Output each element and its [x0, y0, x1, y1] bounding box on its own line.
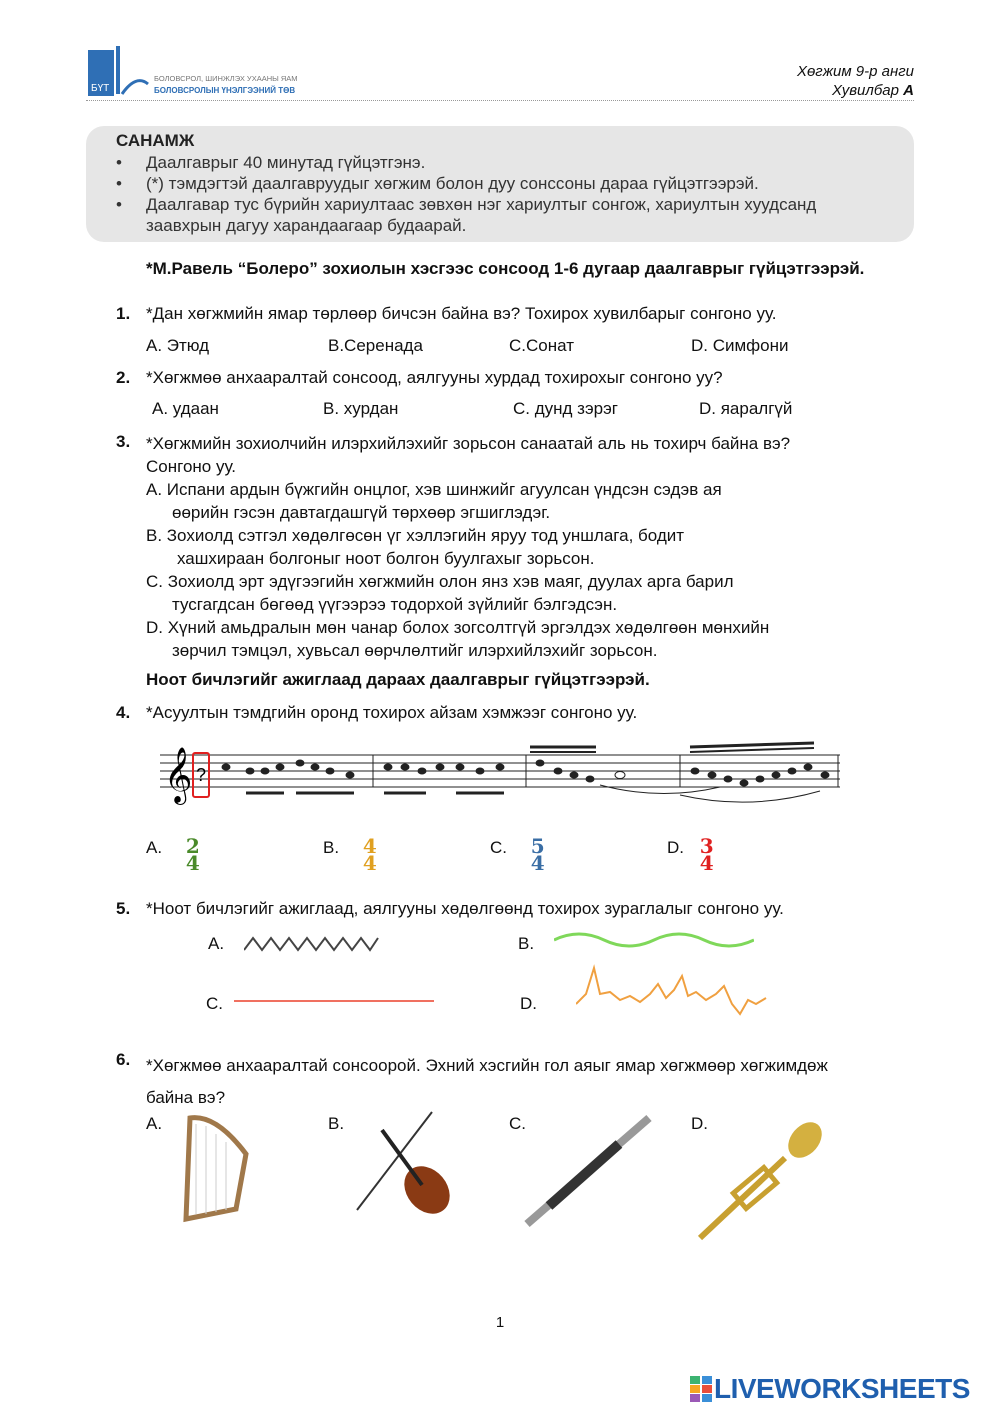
harp-icon — [176, 1114, 256, 1224]
option-c[interactable]: C. Зохиолд эрт эдүгээгийн хөгжмийн олон янз хэв маяг, дуулах арга барил тусгагдсан бөгөөд үүгээрээ тодорхой зүйлийг бэлгэдсэн. — [146, 572, 734, 614]
page-number: 1 — [495, 1314, 505, 1331]
option-b[interactable]: B. — [518, 934, 534, 954]
notice-box — [86, 126, 914, 242]
question-3-text: *Хөгжмийн зохиолчийн илэрхийлэхийг зорьсон санаатай аль нь тохирч байна вэ? Сонгоно уу. — [146, 434, 791, 476]
option-c[interactable]: C. 5 4 — [490, 834, 545, 875]
treble-clef-icon: 𝄞 — [164, 747, 193, 803]
logo-icon — [86, 44, 150, 98]
notice-item: • Даалгаврыг 40 минутад гүйцэтгэнэ. — [116, 152, 884, 173]
header-divider — [86, 100, 914, 101]
question-6-text: *Хөгжмөө анхааралтай сонсоорой. Эхний хэсгийн гол аяыг ямар хөгжмөөр хөгжимдөж байна вэ? — [146, 1056, 828, 1107]
question-4-text: *Асуултын тэмдгийн оронд тохирох айзам хэмжээг сонгоно уу. — [146, 703, 638, 722]
question-number: 1. — [116, 304, 131, 323]
option-b[interactable]: B. Зохиолд сэтгэл хөдөлгөсөн үг хэллэгийн яруу тод уншлага, бодит хашхираан болгоныг ноот болгон буулгахыг зорьсон. — [146, 526, 685, 568]
option-d[interactable]: D. — [520, 994, 537, 1014]
notice-title: САНАМЖ — [116, 131, 195, 150]
option-a[interactable]: А. 2 4 — [146, 834, 200, 875]
option-c[interactable]: C. — [509, 1114, 526, 1134]
music-staff — [160, 735, 840, 805]
time-signature-3-4: 3 4 — [699, 834, 714, 875]
question-number: 5. — [116, 899, 131, 918]
option-d[interactable]: D. — [691, 1114, 708, 1134]
question-number: 3. — [116, 432, 131, 451]
question-number: 4. — [116, 703, 131, 722]
option-c[interactable]: C. дунд зэрэг — [513, 399, 618, 418]
time-signature-4-4: 4 4 — [362, 834, 377, 875]
option-b[interactable]: B. хурдан — [323, 399, 399, 418]
org-line1: БОЛОВСРОЛ, ШИНЖЛЭХ УХААНЫ ЯАМ — [154, 74, 298, 83]
logo — [86, 44, 316, 98]
notice-item: • (*) тэмдэгтэй даалгавруудыг хөгжим болон дуу сонссоны дараа гүйцэтгээрэй. — [116, 173, 884, 194]
option-a[interactable]: А. — [208, 934, 224, 954]
liveworksheets-logo-icon — [690, 1376, 712, 1402]
org-line2: БОЛОВСРОЛЫН ҮНЭЛГЭЭНИЙ ТӨВ — [154, 86, 296, 95]
option-c[interactable]: C.Сонат — [509, 336, 574, 355]
question-mark: ? — [196, 765, 207, 785]
option-d[interactable]: D. Хүний амьдралын мөн чанар болох зогсолтгүй эргэлдэх хөдөлгөөн мөнхийн зөрчил тэмцэл, хувьсал өөрчлөлтийг илэрхийлэхийг зорьсон. — [146, 618, 770, 660]
option-a[interactable]: А. удаан — [152, 399, 219, 418]
time-signature-5-4: 5 4 — [530, 834, 545, 875]
option-b[interactable]: B. 4 4 — [323, 834, 377, 875]
question-5-text: *Ноот бичлэгийг ажиглаад, аялгууны хөдөлгөөнд тохирох зураглалыг сонгоно уу. — [146, 899, 784, 918]
header-info — [797, 62, 914, 100]
jagged-line-icon — [576, 964, 771, 1024]
subject: Хөгжим 9-р анги — [796, 63, 914, 80]
section-instruction: Ноот бичлэгийг ажиглаад дараах даалгаврыг гүйцэтгээрэй. — [146, 670, 650, 689]
svg-text:БҮТ: БҮТ — [91, 83, 110, 94]
option-d[interactable]: D. яаралгүй — [699, 399, 793, 418]
intro-instruction: *М.Равель “Болеро” зохиолын хэсгээс сонсоод 1-6 дугаар даалгаврыг гүйцэтгээрэй. — [146, 259, 865, 278]
option-b[interactable]: B.Серенада — [328, 336, 423, 355]
trumpet-icon — [695, 1118, 825, 1243]
wave-line-icon — [554, 928, 754, 952]
option-b[interactable]: B. — [328, 1114, 344, 1134]
liveworksheets-logo — [690, 1374, 970, 1404]
variant: Хувилбар А — [832, 82, 914, 99]
option-d[interactable]: D. 3 4 — [667, 834, 714, 875]
zigzag-line-icon — [244, 934, 384, 958]
option-d[interactable]: D. Симфони — [691, 336, 789, 355]
time-signature-2-4: 2 4 — [185, 834, 200, 875]
question-2-text: *Хөгжмөө анхааралтай сонсоод, аялгууны хурдад тохирохыг сонгоно уу? — [146, 368, 723, 387]
flat-line-icon — [234, 994, 436, 1008]
notice-item: • Даалгавар тус бүрийн хариултаас зөвхөн нэг хариултыг сонгож, хариултын хуудсанд заавхрын дагуу харандаагаар будаарай. — [116, 194, 884, 236]
violin-icon — [352, 1110, 462, 1220]
question-number: 6. — [116, 1050, 131, 1069]
option-a[interactable]: А. Испани ардын бүжгийн онцлог, хэв шинжийг агуулсан үндсэн сэдэв ая өөрийн гэсэн давтагдашгүй төрхөөр эгшиглэдэг. — [146, 480, 722, 522]
question-number: 2. — [116, 368, 131, 387]
option-c[interactable]: C. — [206, 994, 223, 1014]
option-a[interactable]: А. Этюд — [146, 336, 210, 355]
q3-options — [146, 478, 769, 662]
option-a[interactable]: А. — [146, 1114, 162, 1134]
brand-text: LIVEWORKSHEETS — [714, 1373, 970, 1404]
question-1-text: *Дан хөгжмийн ямар төрлөөр бичсэн байна вэ? Тохирох хувилбарыг сонгоно уу. — [146, 304, 777, 323]
flute-icon — [519, 1114, 659, 1229]
